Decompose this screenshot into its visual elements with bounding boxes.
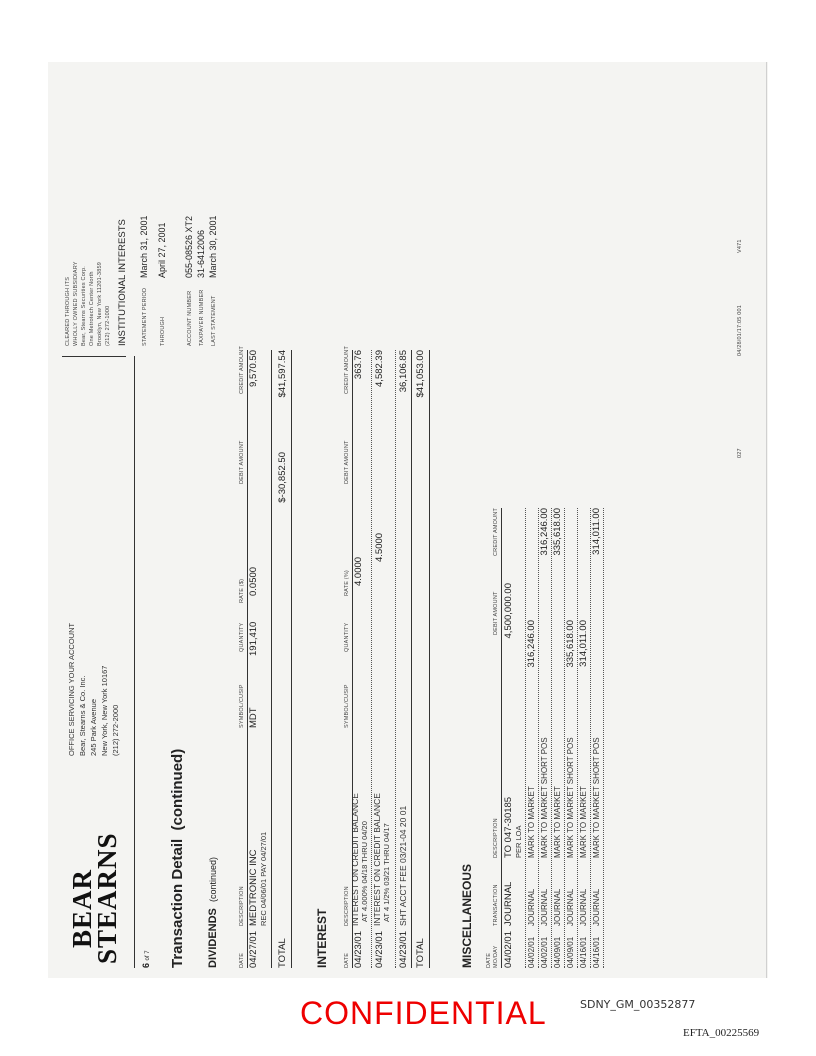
misc-row-4-description: MARK TO MARKET xyxy=(553,786,562,858)
misc-row-2-rule xyxy=(538,508,539,968)
misc-row-6-transaction: JOURNAL xyxy=(579,888,588,926)
dividends-row-rate: 0.0500 xyxy=(248,566,259,596)
interest-total-rule xyxy=(429,350,430,968)
interest-row-2-description: INTEREST ON CREDIT BALANCE xyxy=(372,793,382,926)
misc-row-7-credit: 314,011.00 xyxy=(591,508,602,555)
dividends-total-rule xyxy=(291,350,292,968)
header-divider xyxy=(62,356,126,357)
dividends-col-symbol: SYMBOL/CUSIP xyxy=(239,684,245,728)
statement-value-3: 055-08526 XT2 xyxy=(184,215,194,278)
misc-row-6-rule xyxy=(590,508,591,968)
dividends-col-description: DESCRIPTION xyxy=(239,886,245,926)
confidential-stamp: CONFIDENTIAL xyxy=(300,995,547,1031)
dividends-col-date: DATE xyxy=(239,952,245,968)
misc-row-6-date: 04/16/01 xyxy=(579,936,588,968)
misc-row-4-date: 04/09/01 xyxy=(553,936,562,968)
interest-row-1-credit: 363.76 xyxy=(353,350,364,380)
clearing-line-5: Brooklyn, New York 11201-3859 xyxy=(97,262,103,346)
statement-label-3: ACCOUNT NUMBER xyxy=(187,290,193,346)
interest-row-3-date: 04/23/01 xyxy=(398,931,409,968)
page-number: 6 of 7 xyxy=(141,950,151,968)
office-line-4: New York, New York 10167 xyxy=(100,665,109,756)
misc-row-1-transaction: JOURNAL xyxy=(503,881,514,926)
clearing-line-1: CLEARED THROUGH ITS xyxy=(65,276,71,346)
misc-row-3-transaction: JOURNAL xyxy=(540,888,549,926)
interest-col-quantity: QUANTITY xyxy=(344,622,350,652)
misc-row-4-rule xyxy=(564,508,565,968)
misc-col-credit: CREDIT AMOUNT xyxy=(493,507,499,556)
dividends-total-credit: $41,597.54 xyxy=(277,350,288,398)
misc-row-7-transaction: JOURNAL xyxy=(592,888,601,926)
interest-row-3-rule xyxy=(411,350,412,968)
office-line-1: OFFICE SERVICING YOUR ACCOUNT xyxy=(67,622,76,756)
misc-row-3-credit: 316,246.00 xyxy=(539,508,550,556)
statement-label-1: STATEMENT PERIOD xyxy=(142,287,148,346)
office-line-5: (212) 272-2000 xyxy=(111,704,120,756)
clearing-line-2: WHOLLY OWNED SUBSIDIARY xyxy=(73,261,79,346)
dividends-col-rate: RATE ($) xyxy=(239,578,245,603)
brand-logo-line2: STEARNS xyxy=(92,832,122,964)
interest-col-symbol: SYMBOL/CUSIP xyxy=(344,684,350,728)
client-name: INSTITUTIONAL INTERESTS xyxy=(117,219,128,346)
misc-row-5-date: 04/09/01 xyxy=(566,936,575,968)
misc-row-1-description2: PER LOA xyxy=(514,825,523,858)
interest-row-3-description: SHT ACCT FEE 03/21-04 20 01 xyxy=(398,805,408,926)
misc-row-7-rule xyxy=(603,508,604,968)
misc-row-2-description: MARK TO MARKET xyxy=(527,786,536,858)
misc-row-1-debit: 4,500,000.00 xyxy=(503,583,514,639)
interest-row-1-description: INTEREST ON CREDIT BALANCE xyxy=(350,793,360,926)
interest-col-description: DESCRIPTION xyxy=(344,886,350,926)
interest-col-debit: DEBIT AMOUNT xyxy=(344,440,350,484)
statement-value-1: March 31, 2001 xyxy=(139,215,149,278)
interest-row-2-credit: 4,582.39 xyxy=(374,350,385,387)
misc-header-rule xyxy=(501,508,502,968)
interest-row-3-credit: 36,106.85 xyxy=(398,350,409,393)
dividends-total-debit: $-30,852.50 xyxy=(277,452,288,503)
misc-row-6-debit: 314,011.00 xyxy=(578,620,589,667)
rotated-statement xyxy=(48,62,768,978)
bates-number: SDNY_GM_00352877 xyxy=(580,998,696,1011)
dividends-total-label: TOTAL xyxy=(277,938,288,968)
statement-label-2: THROUGH xyxy=(160,316,166,346)
interest-row-1-date: 04/23/01 xyxy=(353,931,364,968)
misc-row-3-rule xyxy=(551,508,552,968)
misc-row-5-transaction: JOURNAL xyxy=(566,888,575,926)
interest-total-label: TOTAL xyxy=(415,938,426,968)
misc-col-date: MO/DAY xyxy=(493,945,499,968)
misc-row-4-transaction: JOURNAL xyxy=(553,888,562,926)
interest-row-2-rule xyxy=(395,350,396,968)
dividends-row-symbol: MDT xyxy=(248,707,259,728)
statement-label-4: TAXPAYER NUMBER xyxy=(199,289,205,346)
misc-row-5-debit: 335,618.00 xyxy=(565,620,576,668)
clearing-line-4: One Metrotech Center North xyxy=(89,271,95,346)
misc-row-6-description: MARK TO MARKET xyxy=(579,786,588,858)
interest-row-1-rate: 4.0000 xyxy=(353,556,364,586)
misc-row-2-date: 04/02/01 xyxy=(527,936,536,968)
misc-row-3-description: MARK TO MARKET SHORT POS xyxy=(540,737,549,858)
brand-logo-line1: BEAR xyxy=(67,868,97,948)
dividends-col-quantity: QUANTITY xyxy=(239,622,245,652)
misc-col-description: DESCRIPTION xyxy=(493,818,499,858)
dividends-row-quantity: 191,410 xyxy=(248,621,259,656)
dividends-row-date: 04/27/01 xyxy=(248,931,259,968)
interest-total-credit: $41,053.00 xyxy=(415,350,426,398)
misc-row-7-description: MARK TO MARKET SHORT POS xyxy=(592,737,601,858)
interest-row-2-description2: AT 4 1/2% 03/21 THRU 04/17 xyxy=(382,823,391,922)
misc-col-transaction: TRANSACTION xyxy=(493,884,499,926)
header-rule xyxy=(134,356,135,968)
footer-timestamp: 04/28/01/17:05 001 xyxy=(737,304,743,356)
interest-row-2-date: 04/23/01 xyxy=(374,931,385,968)
footer-ref: V471 xyxy=(737,239,743,253)
footer-code: 027 xyxy=(737,448,743,458)
misc-row-3-date: 04/02/01 xyxy=(540,936,549,968)
efta-number: EFTA_00225569 xyxy=(683,1027,760,1039)
interest-row-2-rate: 4.5000 xyxy=(374,532,385,562)
misc-col-date-top: DATE xyxy=(486,952,492,968)
interest-col-rate: RATE (%) xyxy=(344,570,350,596)
dividends-row-description2: REC 04/06/01 PAY 04/27/01 xyxy=(259,831,268,926)
misc-col-debit: DEBIT AMOUNT xyxy=(493,591,499,635)
misc-row-7-date: 04/16/01 xyxy=(592,936,601,968)
misc-row-1-date: 04/02/01 xyxy=(503,931,514,968)
clearing-line-6: (212) 272-1000 xyxy=(105,305,111,346)
misc-row-4-credit: 335,618.00 xyxy=(552,508,563,556)
misc-row-2-debit: 316,246.00 xyxy=(526,620,537,668)
statement-label-5: LAST STATEMENT xyxy=(211,295,217,346)
office-line-3: 245 Park Avenue xyxy=(89,699,98,756)
interest-row-1-description2: AT 4.000% 04/18 THRU 04/20 xyxy=(360,821,369,922)
misc-heading: MISCELLANEOUS xyxy=(460,863,474,968)
interest-col-credit: CREDIT AMOUNT xyxy=(344,345,350,394)
interest-heading: INTEREST xyxy=(315,908,329,968)
page-title: Transaction Detail (continued) xyxy=(169,748,186,968)
misc-row-5-rule xyxy=(577,508,578,968)
misc-row-1-description: TO 047-30185 xyxy=(503,796,514,858)
dividends-row-rule xyxy=(271,350,272,968)
statement-value-5: March 30, 2001 xyxy=(208,215,218,278)
dividends-col-credit: CREDIT AMOUNT xyxy=(239,345,245,394)
interest-col-date: DATE xyxy=(344,952,350,968)
statement-value-4: 31-6412006 xyxy=(196,229,206,278)
misc-row-1-rule xyxy=(525,508,526,968)
office-line-2: Bear, Stearns & Co. Inc. xyxy=(78,675,87,756)
misc-row-5-description: MARK TO MARKET SHORT POS xyxy=(566,737,575,858)
clearing-line-3: Bear, Stearns Securities Corp. xyxy=(81,266,87,346)
misc-row-2-transaction: JOURNAL xyxy=(527,888,536,926)
dividends-heading: DIVIDENDS (continued) xyxy=(207,856,219,968)
dividends-col-debit: DEBIT AMOUNT xyxy=(239,440,245,484)
dividends-row-credit: 9,570.50 xyxy=(248,350,259,387)
statement-value-2: April 27, 2001 xyxy=(157,222,167,278)
dividends-row-description: MEDTRONIC INC xyxy=(248,849,259,926)
